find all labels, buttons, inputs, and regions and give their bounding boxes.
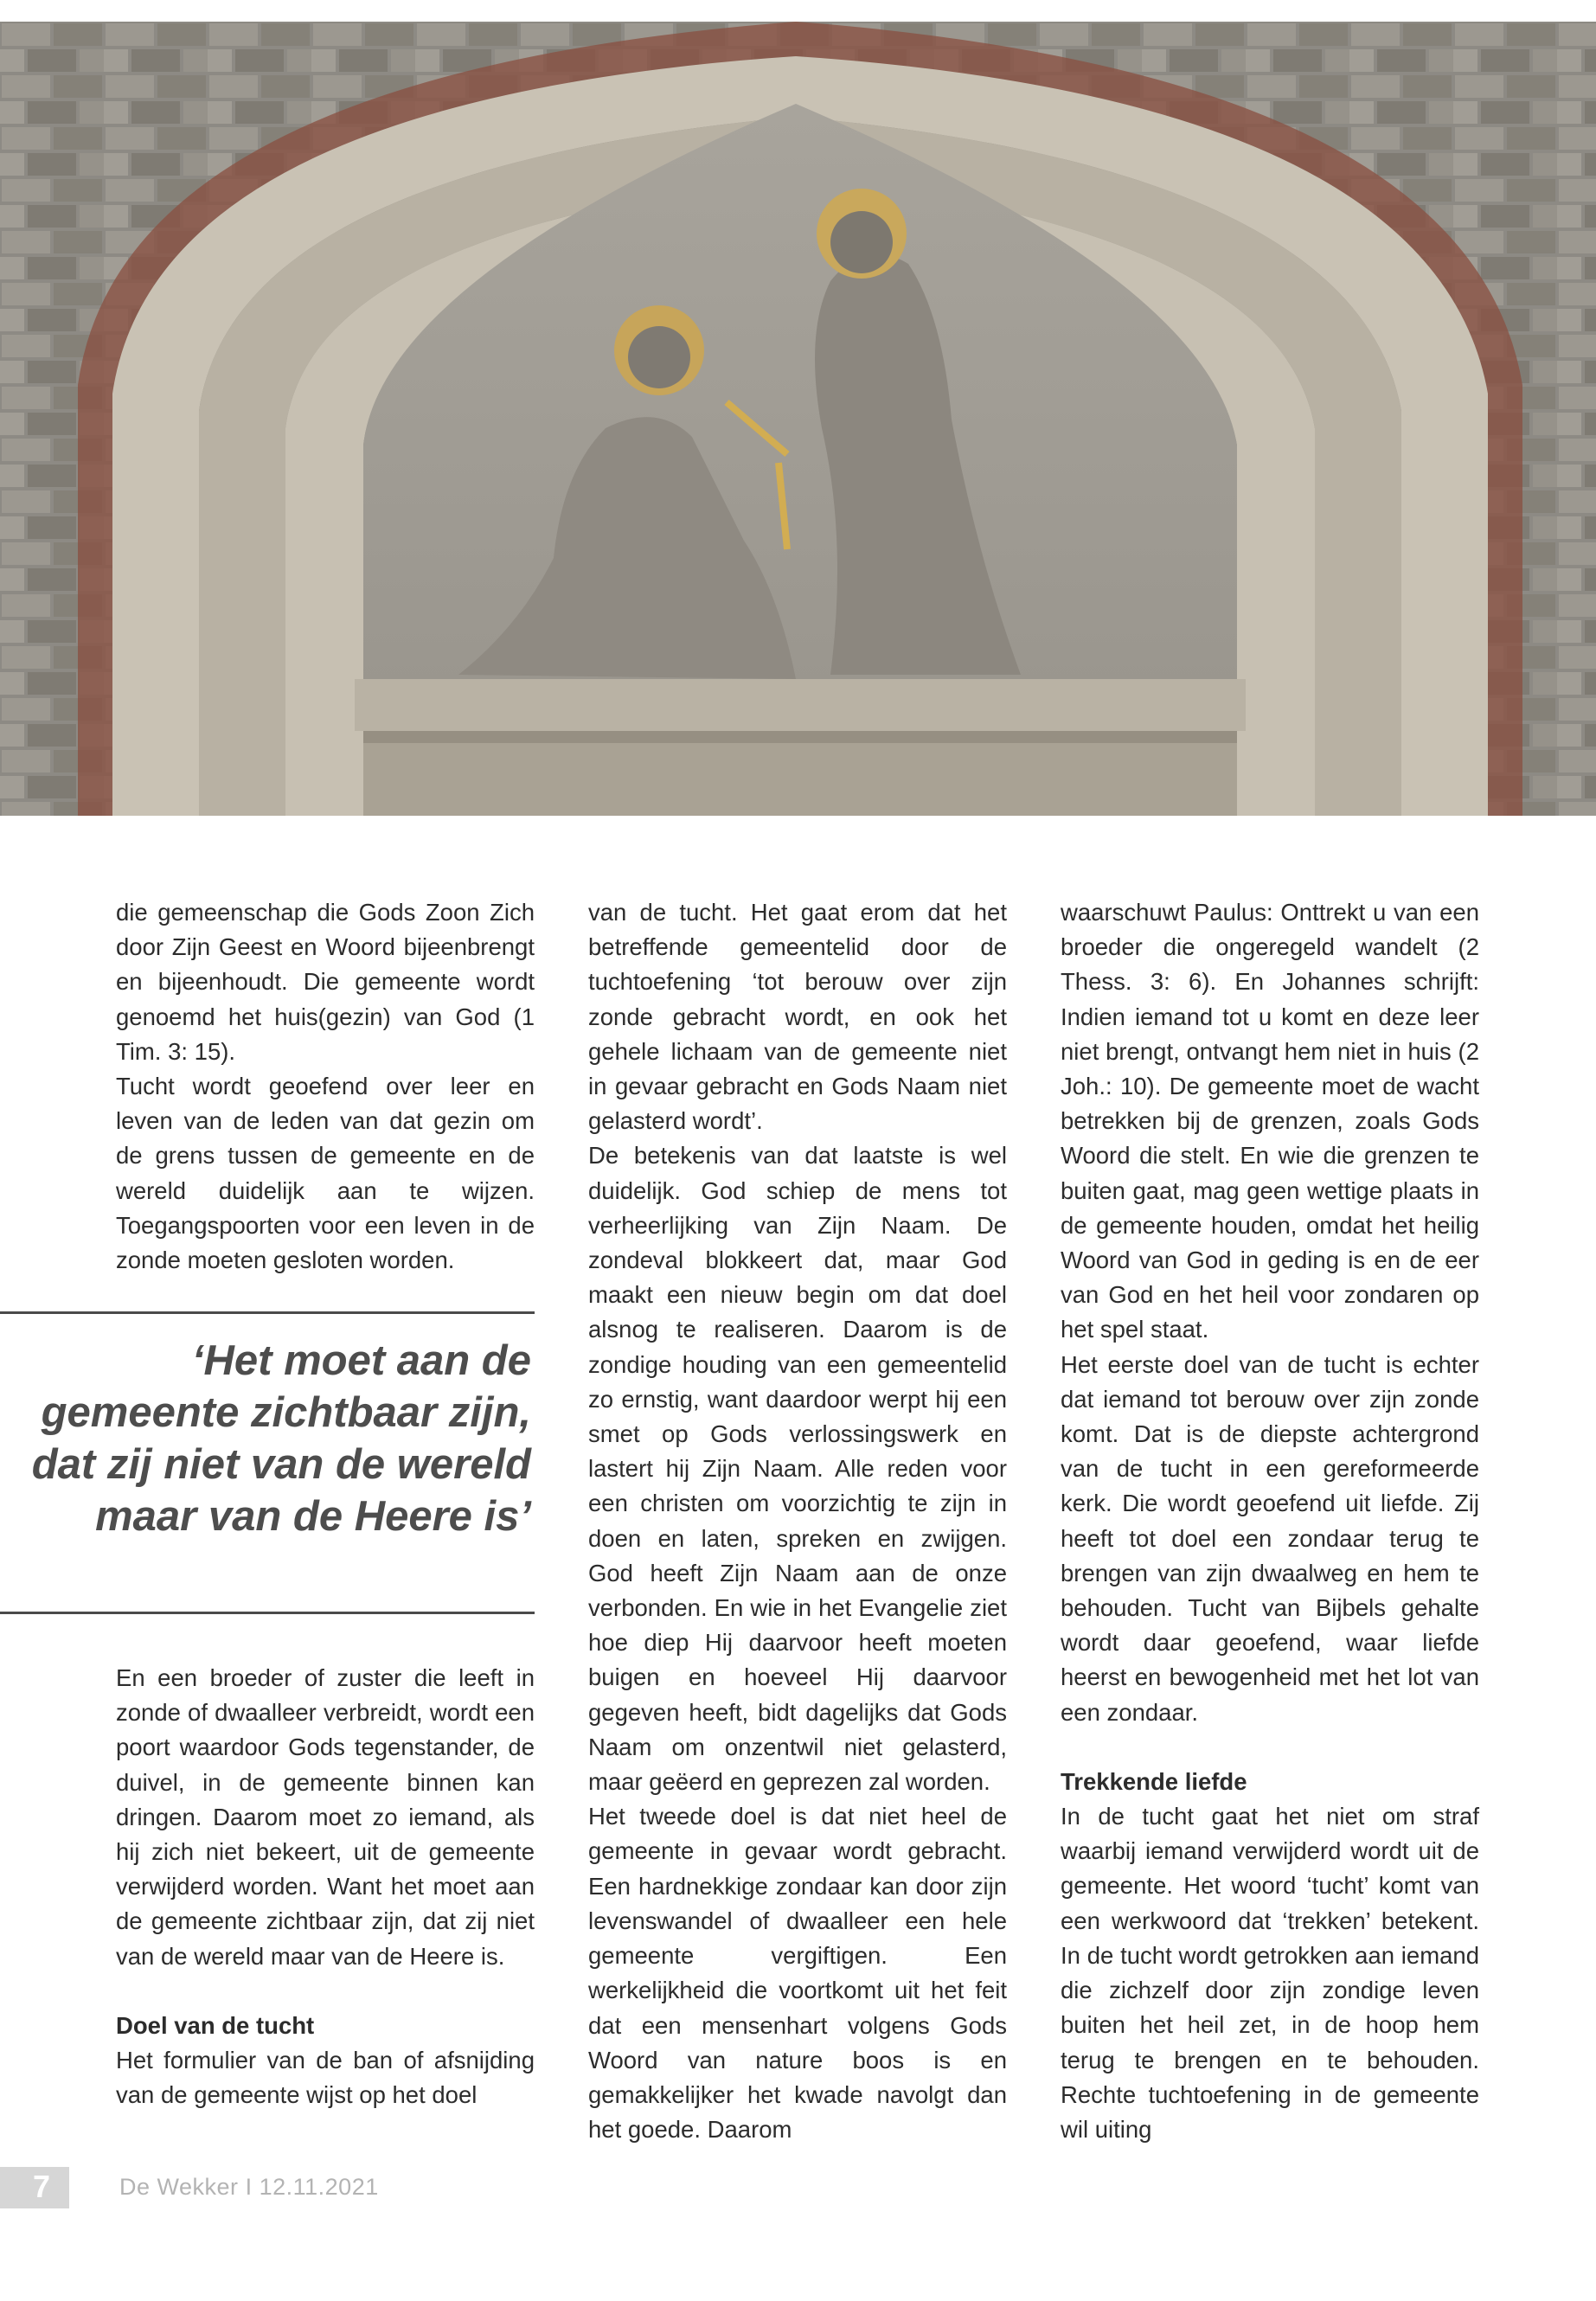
body-paragraph: waarschuwt Paulus: Onttrekt u van een broeder die ongeregeld wandelt (2 Thess. 3: 6). En Johannes schrijft: Indien iemand tot u komt en deze leer niet brengt, ontvangt hem niet in huis (2 Joh.: 10). De gemeente moet de wacht betrekken bij de grenzen, zoals Gods Woord die stelt. En wie die grenzen te buiten gaat, mag geen wettige plaats in de gemeente houden, omdat het heilig Woord van God in geding is en de eer van God en het heil voor zondaren op het spel staat. (1061, 899, 1479, 1343)
publication-name: De Wekker (119, 2174, 239, 2200)
pull-quote-text: ‘Het moet aan de gemeente zichtbaar zijn, dat zij niet van de wereld maar van de Heere is’ (31, 1337, 531, 1540)
section-heading: Doel van de tucht (116, 2011, 315, 2039)
body-paragraph: Het eerste doel van de tucht is echter dat iemand tot berouw over zijn zonde komt. Dat is de diepste achtergrond van de tucht in een gereformeerde kerk. Die wordt geoefend uit liefde. Zij heeft tot doel een zondaar terug te brengen van zijn dwaalweg en hem te behouden. Tucht van Bijbels gehalte wordt daar geoefend, waar liefde heerst en bewogenheid met het lot van een zondaar. (1061, 1350, 1479, 1726)
section-heading: Trekkende liefde (1061, 1767, 1247, 1795)
body-paragraph: Tucht wordt geoefend over leer en leven van de leden van dat gezin om de grens tussen de gemeente en de wereld duidelijk aan te wijzen. Toegangspoorten voor een leven in de zonde moeten gesloten worden. (116, 1073, 535, 1274)
article-column-2 (588, 895, 1007, 2147)
body-paragraph: In de tucht gaat het niet om straf waarbij iemand verwijderd wordt uit de gemeente. Het woord ‘tucht’ komt van een werkwoord dat ‘trekken’ betekent. In de tucht wordt getrokken aan iemand die zichzelf door zijn zondige leven buiten het heil zet, in de hoop hem terug te brengen en te behouden. Rechte tuchtoefening in de gemeente wil uiting (1061, 1803, 1479, 2143)
body-paragraph: Het formulier van de ban of afsnijding van de gemeente wijst op het doel (116, 2047, 535, 2109)
pull-quote (0, 1311, 535, 1614)
church-portal-relief-image (0, 22, 1596, 816)
body-paragraph: De betekenis van dat laatste is wel duidelijk. God schiep de mens tot verheerlijking van Zijn Naam. De zondeval blokkeert dat, maar God maakt een nieuw begin om dat doel alsnog te realiseren. Daarom is de zondige houding van een gemeentelid zo ernstig, want daardoor werpt hij een smet op Gods verlossingswerk en lastert hij Zijn Naam. Alle reden voor een christen om voorzichtig te zijn in doen en laten, spreken en zwijgen. God heeft Zijn Naam aan de onze verbonden. En wie in het Evangelie ziet hoe diep Hij daarvoor heeft moeten buigen en hoeveel Hij daarvoor gegeven heeft, bidt dagelijks dat Gods Naam om onzentwil niet gelasterd, maar geëerd en geprezen zal worden. (588, 1142, 1007, 1796)
body-paragraph: Het tweede doel is dat niet heel de gemeente in gevaar wordt gebracht. Een hardnekkige zondaar kan door zijn levenswandel of dwaalleer een hele gemeente vergiftigen. Een werkelijkheid die voortkomt uit het feit dat een mensenhart volgens Gods Woord van nature boos is en gemakkelijker het kwade navolgt dan het goede. Daarom (588, 1803, 1007, 2144)
page-footer (0, 2167, 779, 2208)
hero-image (0, 22, 1596, 816)
article-column-1 (116, 895, 535, 1278)
article-column-1-continued (116, 1661, 535, 2112)
page-number: 7 (33, 2169, 51, 2204)
footer-publication (119, 2174, 379, 2201)
publication-date: 12.11.2021 (259, 2174, 379, 2200)
body-paragraph: die gemeenschap die Gods Zoon Zich door Zijn Geest en Woord bijeenbrengt en bijeenhoudt. Die gemeente wordt genoemd het huis(gezin) van God (1 Tim. 3: 15). (116, 899, 535, 1065)
footer-separator: I (245, 2174, 253, 2200)
body-paragraph: van de tucht. Het gaat erom dat het betreffende gemeentelid door de tuchtoefening ‘tot berouw over zijn zonde gebracht wordt, en ook het gehele lichaam van de gemeente niet in gevaar gebracht en Gods Naam niet gelasterd wordt’. (588, 899, 1007, 1135)
body-paragraph: En een broeder of zuster die leeft in zonde of dwaalleer verbreidt, wordt een poort waardoor Gods tegenstander, de duivel, in de gemeente binnen kan dringen. Daarom moet zo iemand, als hij zich niet bekeert, uit de gemeente verwijderd worden. Want het moet aan de gemeente zichtbaar zijn, dat zij niet van de wereld maar van de Heere is. (116, 1664, 535, 1970)
article-column-3 (1061, 895, 1479, 2147)
